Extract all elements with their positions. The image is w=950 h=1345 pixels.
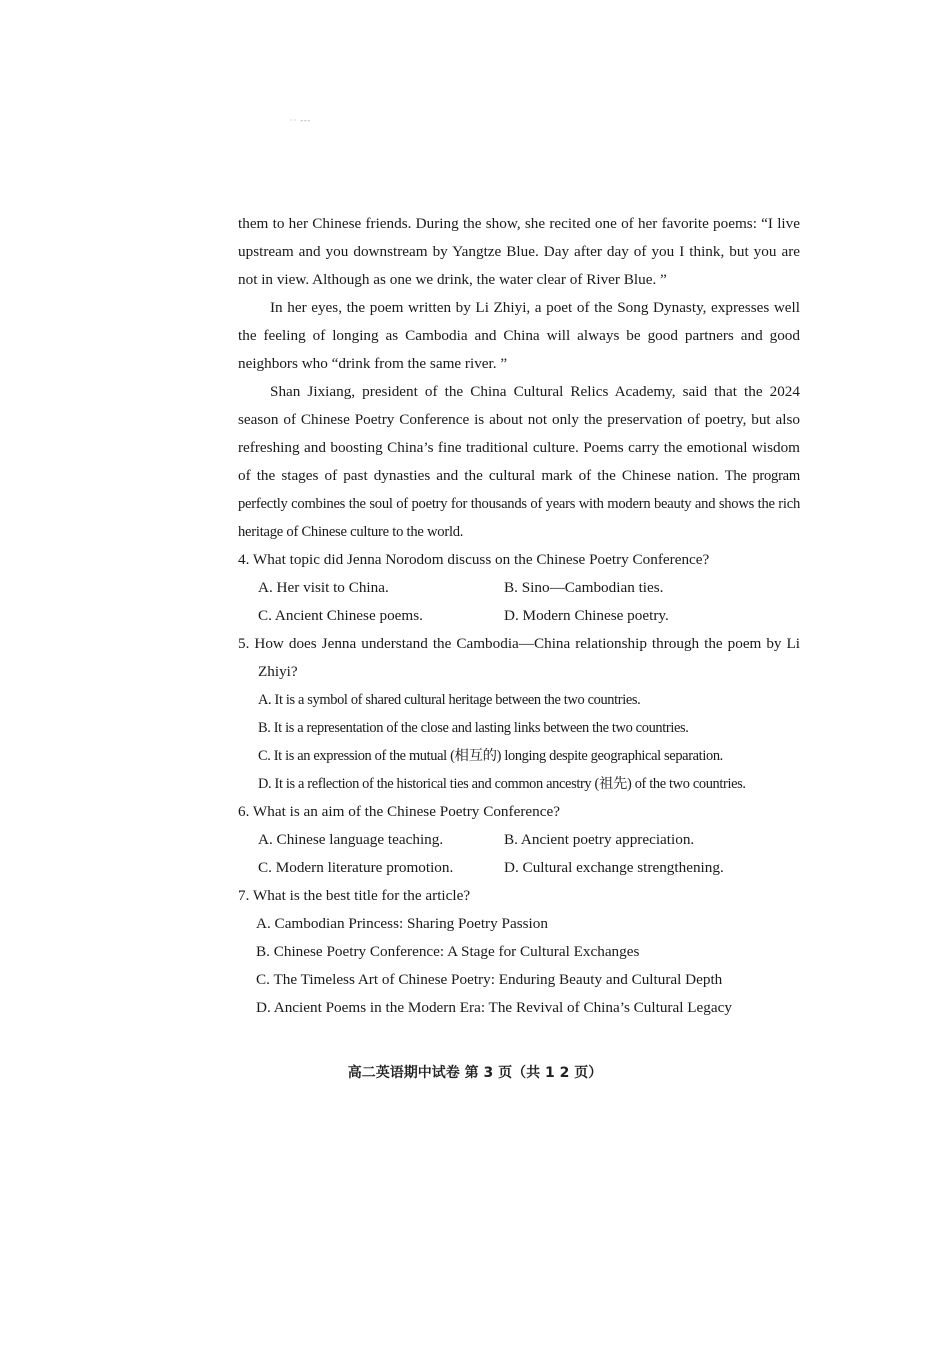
question-7: [238, 882, 800, 1022]
scan-mark: ·· ---: [290, 116, 312, 125]
option-d: D. It is a reflection of the historical ties and common ancestry (祖先) of the two countries.: [258, 776, 746, 792]
option-c: C. The Timeless Art of Chinese Poetry: Enduring Beauty and Cultural Depth: [256, 971, 723, 988]
question-6: [238, 798, 800, 882]
question-stem: 7. What is the best title for the article?: [238, 887, 471, 904]
question-stem: 5. How does Jenna understand the Cambodia—China relationship through the poem by Li Zhiyi?: [238, 635, 800, 680]
page-footer: 高二英语期中试卷 第 3 页（共 1 2 页）: [347, 1065, 603, 1081]
option-d: D. Ancient Poems in the Modern Era: The Revival of China’s Cultural Legacy: [256, 999, 732, 1016]
option-row: [238, 826, 800, 854]
passage-paragraph-3: [238, 378, 800, 546]
option-d: D. Modern Chinese poetry.: [504, 607, 669, 624]
passage-paragraph-3-part-b: The program perfectly combines the soul of poetry for thousands of years with modern beauty and shows the rich heritage of Chinese culture to the world.: [238, 468, 801, 540]
option-list: [238, 686, 800, 798]
option-row: [238, 574, 800, 602]
passage-paragraph-1: them to her Chinese friends. During the show, she recited one of her favorite poems: “I live upstream and you downstream by Yangtze Blue. Day after day of you I think, but you are not in view. Although as one we drink, the water clear of River Blue. ”: [238, 215, 800, 288]
exam-page-body: [238, 210, 800, 1022]
option-a: A. Cambodian Princess: Sharing Poetry Passion: [256, 915, 548, 932]
option-c: C. Modern literature promotion.: [258, 859, 454, 876]
question-stem: 4. What topic did Jenna Norodom discuss on the Chinese Poetry Conference?: [238, 551, 710, 568]
option-d: D. Cultural exchange strengthening.: [504, 859, 724, 876]
option-b: B. Ancient poetry appreciation.: [504, 831, 695, 848]
option-c: C. It is an expression of the mutual (相互的) longing despite geographical separation.: [258, 748, 723, 764]
passage-paragraph-2: In her eyes, the poem written by Li Zhiyi, a poet of the Song Dynasty, expresses well the feeling of longing as Cambodia and China will always be good partners and good neighbors who “drink from the same river. ”: [238, 299, 800, 372]
question-5: [238, 630, 800, 798]
option-row: [238, 854, 800, 882]
option-c: C. Ancient Chinese poems.: [258, 607, 423, 624]
option-b: B. Sino—Cambodian ties.: [504, 579, 664, 596]
option-row: [238, 602, 800, 630]
option-a: A. Chinese language teaching.: [258, 831, 444, 848]
question-4: [238, 546, 800, 630]
option-a: A. It is a symbol of shared cultural heritage between the two countries.: [258, 692, 641, 708]
passage-paragraph-3-part-a: Shan Jixiang, president of the China Cultural Relics Academy, said that the 2024 season of Chinese Poetry Conference is about not only the preservation of poetry, but also refreshing and boosting China’s fine traditional culture. Poems carry the emotional wisdom of the stages of past dynasties and the cultural mark of the Chinese nation.: [238, 383, 800, 484]
option-list: [238, 910, 800, 1022]
option-b: B. It is a representation of the close and lasting links between the two countries.: [258, 720, 689, 736]
question-stem: 6. What is an aim of the Chinese Poetry Conference?: [238, 803, 560, 820]
option-a: A. Her visit to China.: [258, 579, 389, 596]
option-b: B. Chinese Poetry Conference: A Stage for Cultural Exchanges: [256, 943, 640, 960]
